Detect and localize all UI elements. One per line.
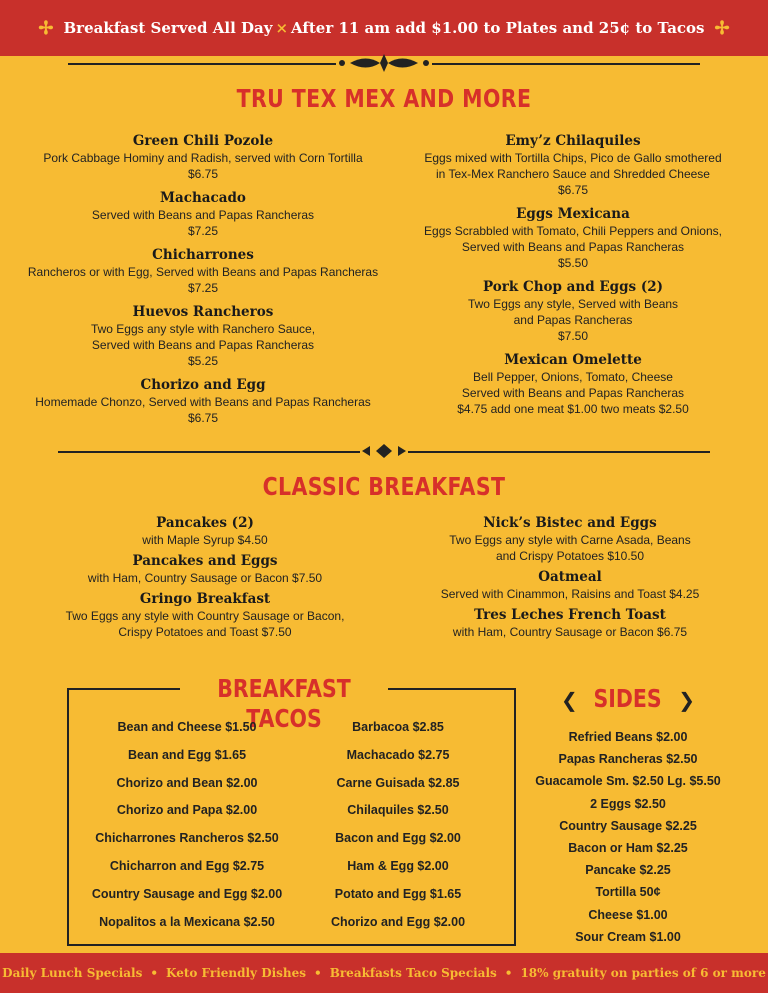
taco-item: Chorizo and Papa $2.00 [116, 803, 258, 818]
item-description: with Maple Syrup $4.50 [142, 533, 268, 547]
item-description: Two Eggs any style, Served with Beans [467, 297, 679, 311]
banner-separator-icon: × [275, 19, 289, 37]
classic-left-column [40, 514, 370, 647]
item-name: Pancakes and Eggs [132, 553, 278, 569]
item-description: Served with Beans and Papas Rancheras [461, 386, 685, 400]
item-price: $6.75 [187, 167, 219, 181]
taco-item: Bacon and Egg $2.00 [335, 831, 461, 846]
item-description: with Ham, Country Sausage or Bacon $7.50 [87, 571, 323, 585]
item-name: Pork Chop and Eggs (2) [482, 279, 663, 295]
top-banner [0, 0, 768, 56]
taco-item: Bean and Egg $1.65 [127, 747, 247, 762]
menu-item [20, 132, 386, 182]
footer-item: Breakfasts Taco Specials [329, 966, 497, 980]
item-price: $6.75 [557, 183, 589, 197]
item-price: $4.75 add one meat $1.00 two meats $2.50 [457, 402, 689, 416]
ornament-middle-icon [360, 443, 408, 463]
item-description: and Crispy Potatoes $10.50 [495, 549, 645, 563]
bullet-icon: • [314, 966, 322, 980]
sides-title-text: SIDES [593, 684, 663, 713]
side-item: Guacamole Sm. $2.50 Lg. $5.50 [535, 774, 721, 789]
item-price: $5.50 [557, 256, 589, 270]
menu-item [405, 606, 735, 640]
taco-item: Chicharron and Egg $2.75 [109, 858, 265, 873]
side-item: Country Sausage $2.25 [559, 818, 697, 833]
item-description: Bell Pepper, Onions, Tomato, Cheese [473, 370, 673, 384]
tacos-right-column [300, 714, 496, 936]
menu-item [398, 278, 748, 344]
menu-item [20, 189, 386, 239]
side-item: Cheese $1.00 [588, 907, 668, 922]
section-title-classic: CLASSIC BREAKFAST [262, 472, 506, 501]
tru-tex-left-column [20, 132, 386, 433]
side-item: Papas Rancheras $2.50 [558, 752, 698, 767]
item-name: Chorizo and Egg [140, 377, 266, 393]
taco-item: Barbacoa $2.85 [352, 720, 444, 734]
menu-item [398, 205, 748, 271]
chevron-left-icon: ❮ [560, 688, 578, 712]
item-price: $6.75 [187, 411, 219, 425]
menu-item [20, 246, 386, 296]
item-description: Rancheros or with Egg, Served with Beans and Papas Rancheras [27, 265, 379, 279]
flourish-left-icon: ✢ [38, 17, 54, 39]
item-description: Two Eggs any style with Country Sausage or Bacon, [65, 609, 345, 623]
side-item: Tortilla 50¢ [595, 885, 661, 900]
menu-item [398, 351, 748, 417]
item-name: Huevos Rancheros [132, 304, 274, 320]
item-description: Eggs mixed with Tortilla Chips, Pico de Gallo smothered [424, 151, 722, 165]
footer-item: Daily Lunch Specials [2, 966, 143, 980]
item-name: Eggs Mexicana [516, 206, 630, 222]
divider-middle-left [58, 451, 360, 453]
menu-item [405, 568, 735, 602]
item-name: Emy’z Chilaquiles [505, 133, 641, 149]
item-description: Served with Cinammon, Raisins and Toast $4.25 [440, 587, 700, 601]
item-name: Gringo Breakfast [139, 591, 271, 607]
sides-list [528, 726, 728, 948]
item-price: $7.50 [557, 329, 589, 343]
taco-item: Potato and Egg $1.65 [334, 886, 462, 901]
taco-item: Chicharrones Rancheros $2.50 [95, 831, 279, 846]
tru-tex-right-column [398, 132, 748, 424]
taco-item: Bean and Cheese $1.50 [117, 720, 257, 734]
item-price: $7.25 [187, 281, 219, 295]
item-description: Two Eggs any style with Ranchero Sauce, [90, 322, 316, 336]
item-description: Eggs Scrabbled with Tomato, Chili Peppers and Onions, [424, 224, 722, 238]
bullet-icon: • [504, 966, 513, 980]
side-item: Bacon or Ham $2.25 [568, 840, 688, 855]
item-description: Homemade Chonzo, Served with Beans and Papas Rancheras [35, 395, 371, 409]
tacos-title-text: BREAKFAST TACOS [217, 674, 351, 733]
item-description: Two Eggs any style with Carne Asada, Beans [449, 533, 691, 547]
taco-item: Country Sausage and Egg $2.00 [91, 886, 283, 901]
item-description: Pork Cabbage Hominy and Radish, served with Corn Tortilla [43, 151, 363, 165]
footer-item: 18% gratuity on parties of 6 or more [520, 966, 766, 980]
tacos-left-column [80, 714, 294, 936]
taco-item: Chorizo and Egg $2.00 [330, 914, 466, 929]
side-item: Pancake $2.25 [585, 863, 671, 878]
section-title-tru-tex: TRU TEX MEX AND MORE [236, 84, 532, 113]
item-description: in Tex-Mex Ranchero Sauce and Shredded Cheese [436, 167, 710, 181]
section-title-sides [560, 684, 696, 713]
item-description: Crispy Potatoes and Toast $7.50 [118, 625, 292, 639]
banner-breakfast-all-day: Breakfast Served All Day [63, 19, 273, 37]
menu-item [40, 514, 370, 548]
item-description: Served with Beans and Papas Rancheras [91, 208, 315, 222]
item-description: Served with Beans and Papas Rancheras [91, 338, 315, 352]
item-name: Nick’s Bistec and Eggs [483, 515, 657, 531]
item-name: Pancakes (2) [156, 515, 254, 531]
item-name: Chicharrones [152, 247, 254, 263]
side-item: Sour Cream $1.00 [575, 929, 681, 944]
taco-item: Nopalitos a la Mexicana $2.50 [99, 914, 275, 929]
menu-item [40, 590, 370, 640]
item-price: $5.25 [187, 354, 219, 368]
classic-right-column [405, 514, 735, 647]
divider-middle-right [408, 451, 710, 453]
bottom-banner [0, 953, 768, 993]
bullet-icon: • [150, 966, 159, 980]
taco-item: Ham & Egg $2.00 [347, 858, 449, 873]
taco-item: Carne Guisada $2.85 [336, 775, 460, 790]
menu-item [20, 376, 386, 426]
side-item: Refried Beans $2.00 [568, 730, 688, 744]
taco-item: Machacado $2.75 [346, 747, 450, 762]
menu-item [398, 132, 748, 198]
taco-item: Chorizo and Bean $2.00 [116, 775, 258, 790]
item-description: and Papas Rancheras [513, 313, 633, 327]
item-name: Green Chili Pozole [132, 133, 274, 149]
menu-item [20, 303, 386, 369]
item-description: Served with Beans and Papas Rancheras [461, 240, 685, 254]
flourish-right-icon: ✢ [714, 17, 730, 39]
ornament-top-icon [336, 52, 432, 78]
item-price: $7.25 [187, 224, 219, 238]
divider-top-left [68, 63, 336, 65]
item-name: Oatmeal [538, 569, 602, 585]
banner-after-11: After 11 am add $1.00 to Plates and 25¢ to Tacos [291, 19, 705, 37]
item-name: Machacado [160, 190, 246, 206]
menu-item [405, 514, 735, 564]
item-name: Tres Leches French Toast [474, 607, 666, 623]
taco-item: Chilaquiles $2.50 [347, 803, 449, 818]
menu-item [40, 552, 370, 586]
footer-item: Keto Friendly Dishes [166, 966, 307, 980]
chevron-right-icon: ❯ [678, 688, 696, 712]
item-name: Mexican Omelette [504, 352, 642, 368]
divider-top-right [432, 63, 700, 65]
item-description: with Ham, Country Sausage or Bacon $6.75 [452, 625, 688, 639]
side-item: 2 Eggs $2.50 [590, 796, 666, 811]
